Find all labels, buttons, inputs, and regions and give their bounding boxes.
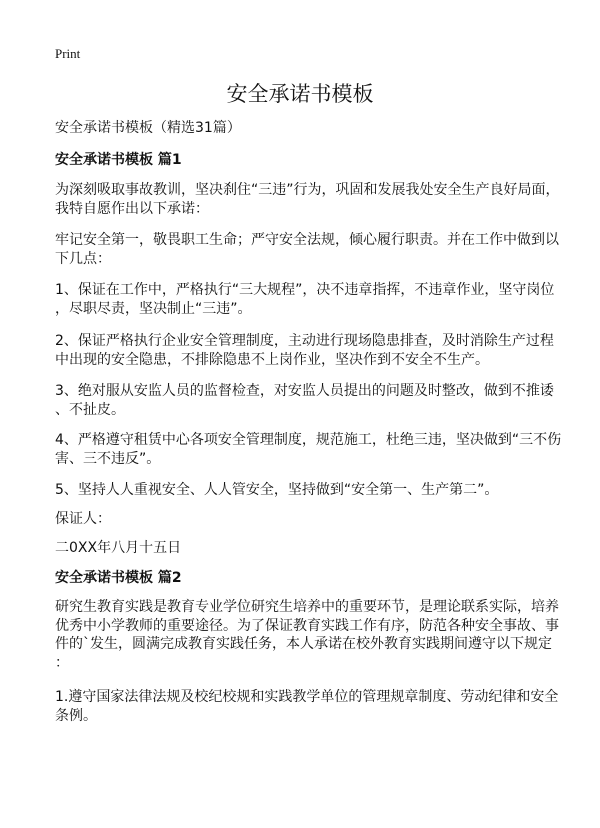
paragraph-line: 3、绝对服从安监人员的监督检查，对安监人员提出的问题及时整改，做到不推诿: [55, 383, 554, 399]
paragraph-line: 牢记安全第一，敬畏职工生命；严守安全法规，倾心履行职责。并在工作中做到以: [55, 232, 559, 248]
paragraph-line: 为深刻吸取事故教训，坚决刹住“三违”行为，巩固和发展我处安全生产良好局面，: [55, 182, 560, 198]
document-title: 安全承诺书模板: [226, 82, 374, 106]
paragraph-line: 中出现的安全隐患，不排除隐患不上岗作业，坚决作到不安全不生产。: [55, 351, 489, 368]
paragraph-line: 保证人：: [55, 511, 111, 527]
heading-text: 安全承诺书模板 篇1: [55, 152, 182, 168]
paragraph-line: ，尽职尽责，坚决制止“三违”。: [55, 300, 252, 317]
paragraph: [55, 431, 575, 468]
print-link[interactable]: Print: [55, 46, 81, 61]
paragraph-line: 二0XX年八月十五日: [55, 540, 182, 556]
section-1-heading: [55, 151, 575, 170]
paragraph-line: 1.遵守国家法律法规及校纪校规和实践教学单位的管理规章制度、劳动纪律和安全: [55, 689, 559, 705]
paragraph: [55, 332, 575, 369]
heading-text: 安全承诺书模板 篇2: [55, 570, 182, 586]
paragraph: [55, 688, 575, 725]
document-subtitle: [55, 119, 575, 138]
paragraph-line: 5、坚持人人重视安全、人人管安全，坚持做到“安全第一、生产第二”。: [55, 482, 499, 498]
paragraph-line: 件的`发生，圆满完成教育实践任务，本人承诺在校外教育实践期间遵守以下规定: [55, 636, 552, 652]
paragraph-line: 条例。: [55, 707, 97, 724]
paragraph-line: 害、三不违反”。: [55, 450, 161, 467]
paragraph-line: 4、严格遵守租赁中心各项安全管理制度，规范施工，杜绝三违，坚决做到“三不伤: [55, 432, 562, 448]
paragraph: [55, 598, 575, 672]
paragraph: [55, 539, 575, 558]
paragraph-line: ：: [55, 654, 69, 671]
paragraph-line: 研究生教育实践是教育专业学位研究生培养中的重要环节，是理论联系实际，培养: [55, 599, 559, 615]
paragraph: [55, 281, 575, 318]
paragraph: [55, 510, 575, 529]
paragraph: [55, 481, 575, 500]
paragraph: [55, 382, 575, 419]
paragraph: [55, 181, 575, 218]
subtitle-text: 安全承诺书模板（精选31篇）: [55, 120, 241, 136]
paragraph-line: 2、保证严格执行企业安全管理制度，主动进行现场隐患排查，及时消除生产过程: [55, 333, 554, 349]
paragraph-line: 、不扯皮。: [55, 401, 125, 418]
paragraph: [55, 231, 575, 268]
paragraph-line: 下几点：: [55, 250, 111, 267]
paragraph-line: 优秀中小学教师的重要途径。为了保证教育实践工作有序，防范各种安全事故、事: [55, 617, 559, 634]
paragraph-line: 我特自愿作出以下承诺：: [55, 200, 209, 217]
section-2-heading: [55, 569, 575, 588]
paragraph-line: 1、保证在工作中，严格执行“三大规程”，决不违章指挥，不违章作业，坚守岗位: [55, 282, 555, 298]
